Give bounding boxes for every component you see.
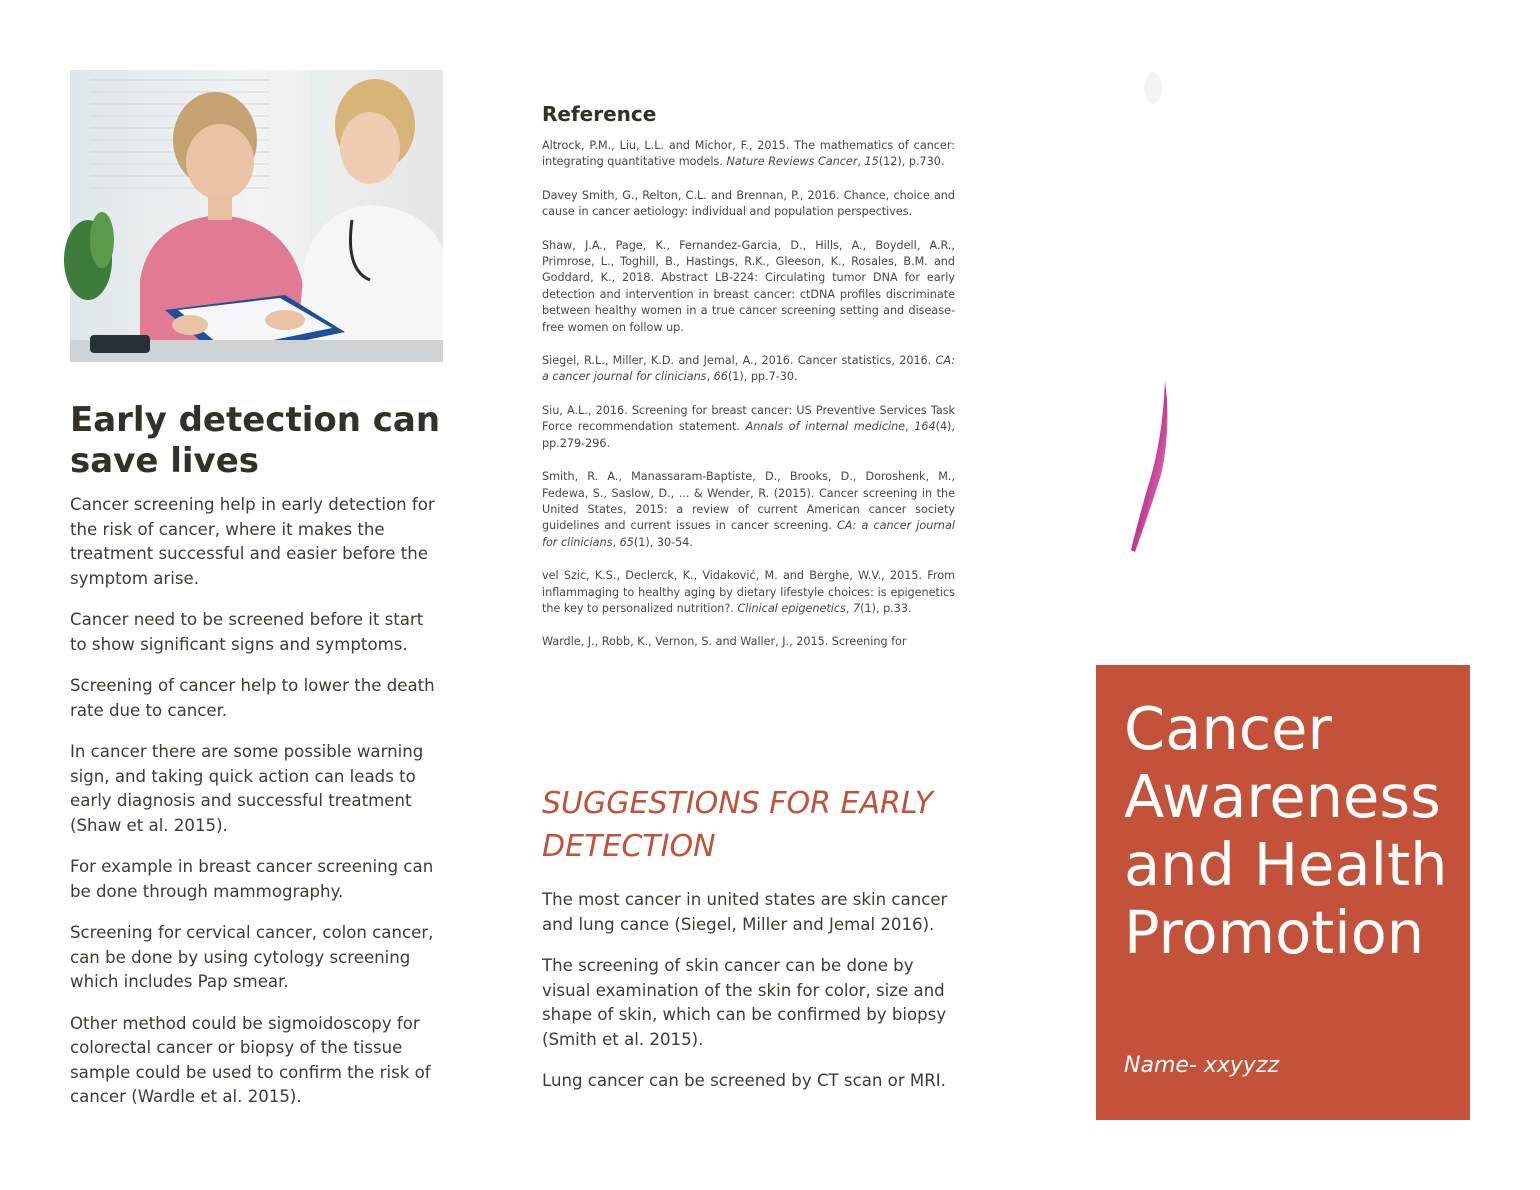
- intro-paragraph: Cancer need to be screened before it start to show significant signs and symptoms.: [70, 610, 424, 654]
- left-column: [70, 70, 444, 1110]
- headline: Early detection can save lives: [70, 400, 441, 481]
- author-name: Name- xxyyzz: [1124, 1053, 1280, 1078]
- reference-item: Smith, R. A., Manassaram-Baptiste, D., Brooks, D., Doroshenk, M., Fedewa, S., Saslow, D., ... & Wender, R. (2015). Cancer screening in the United States, 2015: a review of current American cancer society guidelines and current issues in cancer screening. CA: a cancer journal for clinicians, 65(1), 30-54.: [542, 470, 955, 549]
- reference-item: Siegel, R.L., Miller, K.D. and Jemal, A., 2016. Cancer statistics, 2016. CA: a cancer journal for clinicians, 66(1), pp.7-30.: [542, 354, 955, 384]
- reference-item: Wardle, J., Robb, K., Vernon, S. and Waller, J., 2015. Screening for: [542, 635, 907, 649]
- intro-paragraph: Cancer screening help in early detection for the risk of cancer, where it makes the treatment successful and easier before the symptom arise.: [70, 495, 435, 588]
- photo-illustration: [70, 70, 443, 362]
- intro-paragraph: Other method could be sigmoidoscopy for colorectal cancer or biopsy of the tissue sample could be used to confirm the risk of cancer (Wardle et al. 2015).: [70, 1013, 431, 1106]
- doctor-patient-photo: [70, 70, 443, 362]
- reference-item: vel Szic, K.S., Declerck, K., Vidaković, M. and Berghe, W.V., 2015. From inflammaging to healthy aging by dietary lifestyle choices: is epigenetics the key to personalized nutrition?. Clinical epigenetics, 7(1), p.33.: [542, 569, 955, 615]
- reference-item: Davey Smith, G., Relton, C.L. and Brennan, P., 2016. Chance, choice and cause in cancer aetiology: individual and population perspectives.: [542, 188, 955, 219]
- faint-image-fragment: [1140, 68, 1166, 108]
- intro-paragraph: Screening of cancer help to lower the death rate due to cancer.: [70, 676, 435, 720]
- intro-paragraph: Screening for cervical cancer, colon cancer, can be done by using cytology screening which includes Pap smear.: [70, 923, 434, 991]
- pink-ribbon-icon: [1125, 360, 1170, 560]
- suggestion-paragraph: The most cancer in united states are skin cancer and lung cance (Siegel, Miller and Jemal 2016).: [542, 890, 948, 934]
- suggestions-heading: SUGGESTIONS FOR EARLY DETECTION: [542, 786, 934, 864]
- intro-body: [70, 493, 444, 1110]
- intro-paragraph: For example in breast cancer screening can be done through mammography.: [70, 857, 434, 901]
- cover-panel: [1096, 665, 1470, 1120]
- reference-item: Shaw, J.A., Page, K., Fernandez-Garcia, D., Hills, A., Boydell, A.R., Primrose, L., Toghill, B., Hastings, R.K., Gleeson, K., Rosales, B.M. and Goddard, K., 2018. Abstract LB-224: Circulating tumor DNA for early detection and intervention in breast cancer: ctDNA profiles discriminate between healthy women in a true cancer screening setting and disease-free women on follow up.: [542, 238, 955, 334]
- intro-paragraph: In cancer there are some possible warning sign, and taking quick action can leads to early diagnosis and successful treatment (Shaw et al. 2015).: [70, 742, 424, 835]
- suggestions-body: [542, 888, 955, 1094]
- cover-title: Cancer Awareness and Health Promotion: [1124, 694, 1448, 967]
- suggestion-paragraph: Lung cancer can be screened by CT scan or MRI.: [542, 1071, 946, 1090]
- suggestion-paragraph: The screening of skin cancer can be done by visual examination of the skin for color, size and shape of skin, which can be confirmed by biopsy (Smith et al. 2015).: [542, 956, 947, 1049]
- reference-section: [542, 102, 955, 649]
- reference-item: Siu, A.L., 2016. Screening for breast cancer: US Preventive Services Task Force recommendation statement. Annals of internal medicine, 164(4), pp.279-296.: [542, 403, 955, 450]
- reference-item: Altrock, P.M., Liu, L.L. and Michor, F., 2015. The mathematics of cancer: integrating quantitative models. Nature Reviews Cancer, 15(12), p.730.: [542, 139, 955, 169]
- reference-heading: Reference: [542, 102, 657, 126]
- reference-list: [542, 138, 955, 649]
